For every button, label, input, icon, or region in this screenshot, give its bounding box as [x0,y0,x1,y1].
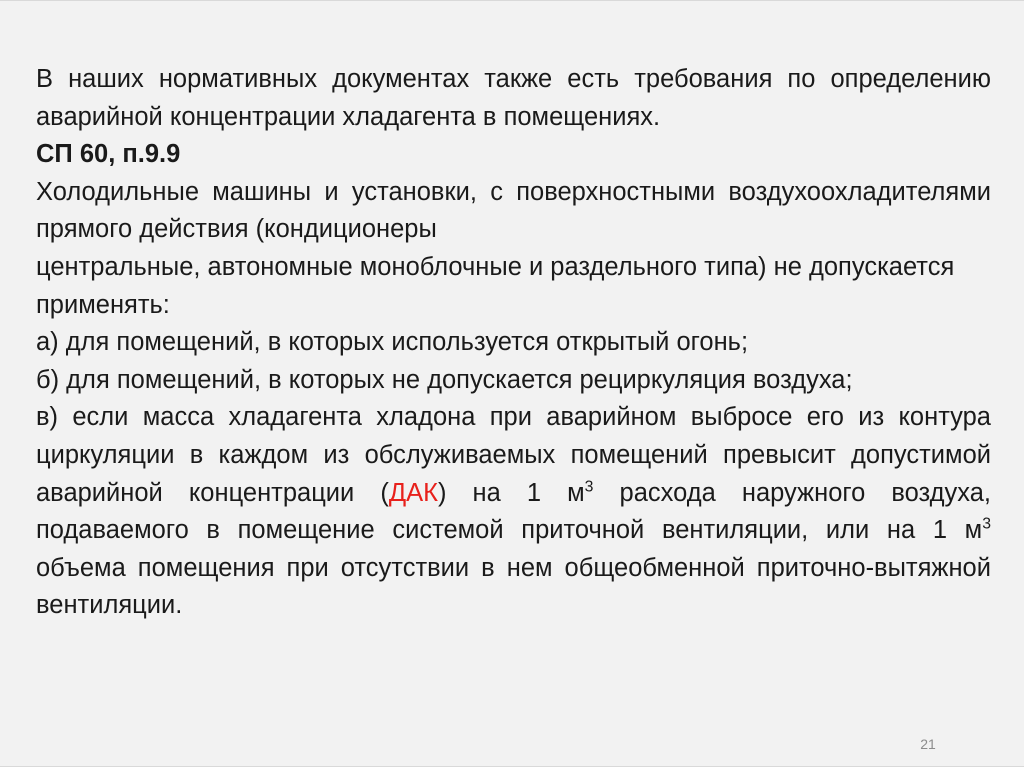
slide-text-body [36,61,991,625]
cubic-superscript-1: 3 [584,478,594,496]
dak-abbreviation: ДАК [388,478,438,507]
item-a: а) для помещений, в которых используется открытый огонь; [36,328,749,357]
item-c [36,399,991,625]
rule-main-paragraph: Холодильные машины и установки, с поверхностными воздухоохладителями прямого действия (кондиционеры [36,177,991,244]
item-c-part1: в) если масса хладагента хладона при аварийном выбросе его из контура циркуляции в каждом из обслуживаемых помещений превысит допустимой аварийной концентрации ( [36,403,991,507]
cubic-superscript-2: 3 [982,515,991,533]
rule-tail-paragraph: центральные, автономные моноблочные и раздельного типа) не допускается применять: [36,252,955,319]
item-c-part3: расхода наружного воздуха, подаваемого в помещение системой приточной вентиляции, или на 1 м [36,478,992,545]
slide-number: 21 [920,736,936,752]
reference-heading: СП 60, п.9.9 [36,140,181,169]
intro-paragraph: В наших нормативных документах также есть требования по определению аварийной концентрации хладагента в помещениях. [36,65,991,131]
item-b: б) для помещений, в которых не допускается рециркуляция воздуха; [36,365,853,394]
item-c-part2: ) на 1 м [438,478,585,507]
item-c-part4: объема помещения при отсутствии в нем общеобменной приточно-вытяжной вентиляции. [36,553,991,620]
